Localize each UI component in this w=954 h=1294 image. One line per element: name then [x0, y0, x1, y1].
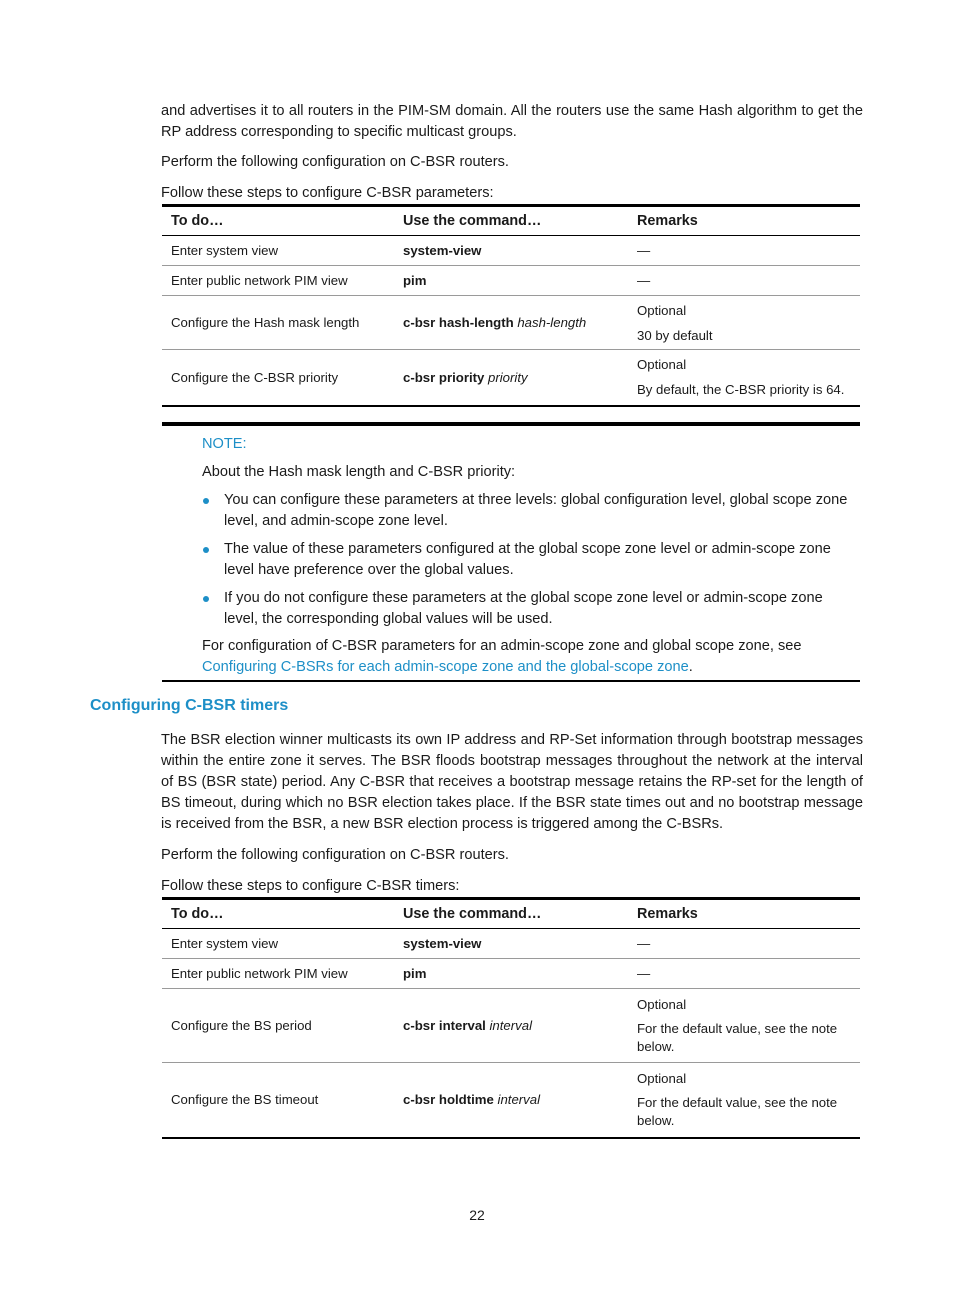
note-closing-text: For configuration of C-BSR parameters for an admin-scope zone and global scope zone, see	[202, 638, 802, 654]
table-row	[162, 350, 860, 406]
column-header-todo: To do…	[162, 206, 394, 236]
note-box	[162, 422, 860, 682]
note-title: NOTE:	[202, 436, 247, 452]
command-keyword: pim	[403, 273, 427, 288]
todo-cell: Configure the BS timeout	[162, 1063, 394, 1138]
remark-line: —	[637, 243, 651, 258]
command-cell	[394, 296, 628, 350]
remarks-cell	[628, 350, 860, 406]
command-argument: interval	[497, 1092, 541, 1108]
remark-line: Optional	[637, 1071, 687, 1087]
cross-reference-link[interactable]: Configuring C-BSRs for each admin-scope zone and the global-scope zone	[202, 659, 689, 675]
note-bullet: The value of these parameters configured at the global scope zone level or admin-scope zone level have preference over the global values.	[224, 541, 831, 578]
remarks-cell	[628, 1063, 860, 1138]
command-cell	[394, 989, 628, 1063]
column-header-remarks: Remarks	[628, 206, 860, 236]
table-header-row	[162, 899, 860, 929]
cbsr-parameters-table	[162, 204, 860, 407]
remark-line: For the default value, see the note below.	[637, 1021, 838, 1054]
remark-line: Optional	[637, 357, 687, 373]
table-row	[162, 929, 860, 959]
note-bullet: If you do not configure these parameters at the global scope zone level or admin-scope zone level, the corresponding global values will be used.	[224, 590, 823, 627]
command-keyword: c-bsr hash-length	[403, 315, 514, 330]
remarks-cell	[628, 929, 860, 959]
todo-cell: Configure the Hash mask length	[162, 296, 394, 350]
command-keyword: c-bsr holdtime	[403, 1092, 494, 1108]
remark-line: Optional	[637, 302, 687, 318]
remark-line: —	[637, 966, 651, 981]
note-intro: About the Hash mask length and C-BSR priority:	[202, 464, 516, 480]
section-instruction: Perform the following configuration on C-BSR routers.	[161, 847, 509, 863]
cbsr-timers-table	[162, 897, 860, 1139]
remark-line: —	[637, 273, 651, 288]
table-row	[162, 989, 860, 1063]
remark-line: For the default value, see the note below.	[637, 1095, 838, 1129]
todo-cell: Enter public network PIM view	[162, 959, 394, 989]
column-header-command: Use the command…	[394, 206, 628, 236]
command-cell	[394, 266, 628, 296]
section-paragraph: The BSR election winner multicasts its own IP address and RP-Set information through bootstrap messages within the entire zone it serves. The BSR floods bootstrap messages throughout the network at the interval of BS (BSR state) period. Any C-BSR that receives a bootstrap message retains the RP-set for the length of BS timeout, during which no BSR election takes place. If the BSR state times out and no bootstrap message is received from the BSR, a new BSR election process is triggered among the C-BSRs.	[161, 732, 863, 832]
todo-cell: Configure the C-BSR priority	[162, 350, 394, 406]
remarks-cell	[628, 959, 860, 989]
command-keyword: c-bsr interval	[403, 1018, 486, 1033]
intro-paragraph: and advertises it to all routers in the PIM-SM domain. All the routers use the same Hash algorithm to get the RP address corresponding to specific multicast groups.	[161, 103, 863, 140]
bullet-icon	[203, 596, 209, 602]
note-closing-end: .	[688, 659, 693, 675]
remark-line: Optional	[637, 997, 687, 1012]
remarks-cell	[628, 266, 860, 296]
section-heading: Configuring C-BSR timers	[90, 697, 289, 714]
command-keyword: system-view	[403, 936, 482, 951]
remarks-cell	[628, 296, 860, 350]
table-row	[162, 236, 860, 266]
intro-instruction: Perform the following configuration on C-BSR routers.	[161, 154, 509, 170]
command-cell	[394, 1063, 628, 1138]
note-bullet: You can configure these parameters at three levels: global configuration level, global scope zone level, and admin-scope zone level.	[224, 492, 848, 529]
column-header-command: Use the command…	[394, 899, 628, 929]
command-keyword: c-bsr priority	[403, 369, 485, 385]
table-row	[162, 266, 860, 296]
table2-caption: Follow these steps to configure C-BSR timers:	[161, 878, 460, 894]
bullet-icon	[203, 498, 209, 504]
note-closing	[202, 636, 857, 678]
command-argument: interval	[489, 1018, 533, 1033]
bullet-icon	[203, 547, 209, 553]
column-header-remarks: Remarks	[628, 899, 860, 929]
command-cell	[394, 929, 628, 959]
todo-cell: Configure the BS period	[162, 989, 394, 1063]
todo-cell: Enter public network PIM view	[162, 266, 394, 296]
remark-line: 30 by default	[637, 327, 713, 343]
table-row	[162, 959, 860, 989]
table-row	[162, 296, 860, 350]
table-row	[162, 1063, 860, 1138]
page-number: 22	[469, 1207, 485, 1223]
command-cell	[394, 350, 628, 406]
todo-cell: Enter system view	[162, 929, 394, 959]
remark-line: —	[637, 936, 651, 951]
remarks-cell	[628, 236, 860, 266]
remarks-cell	[628, 989, 860, 1063]
command-cell	[394, 959, 628, 989]
command-keyword: system-view	[403, 243, 482, 258]
todo-cell: Enter system view	[162, 236, 394, 266]
remark-line: By default, the C-BSR priority is 64.	[637, 382, 845, 398]
command-argument: priority	[488, 369, 528, 385]
command-cell	[394, 236, 628, 266]
command-argument: hash-length	[517, 315, 587, 330]
table1-caption: Follow these steps to configure C-BSR parameters:	[161, 185, 494, 201]
command-keyword: pim	[403, 966, 427, 981]
column-header-todo: To do…	[162, 899, 394, 929]
table-header-row	[162, 206, 860, 236]
